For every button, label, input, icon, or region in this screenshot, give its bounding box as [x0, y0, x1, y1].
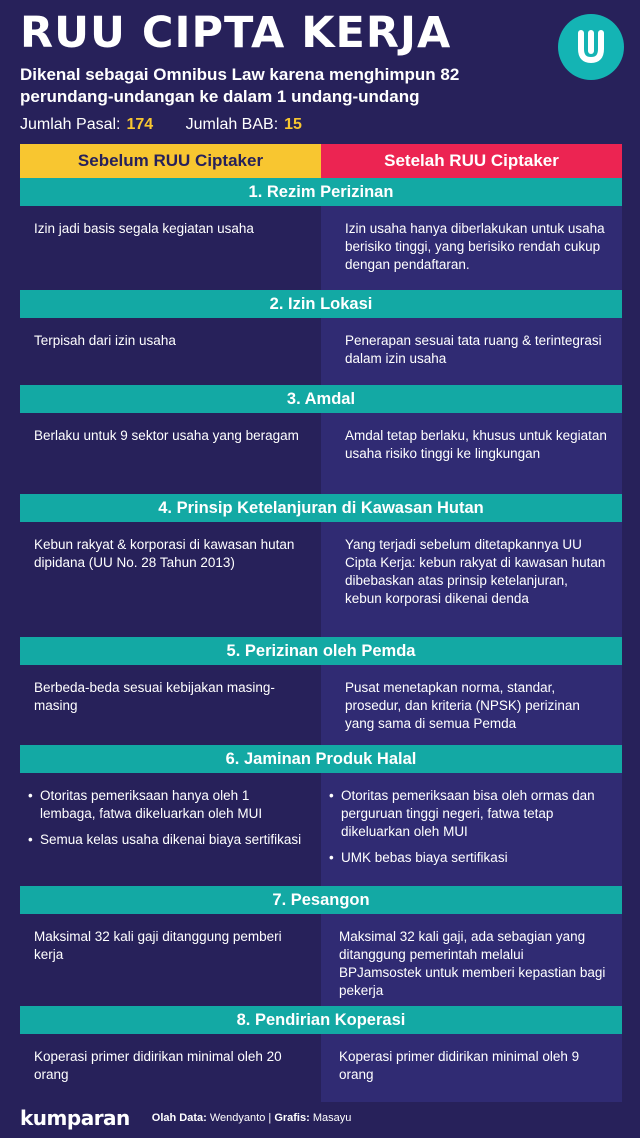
column-before-header: Sebelum RUU Ciptaker	[20, 144, 321, 178]
footer	[20, 1106, 620, 1130]
bullet-icon: •	[329, 788, 334, 803]
list-item	[329, 787, 608, 841]
after-text: Pusat menetapkan norma, standar, prosedur, dan kriteria (NPSK) perizinan yang sama di semua Pemda	[321, 665, 622, 745]
before-text: Terpisah dari izin usaha	[20, 318, 321, 385]
after-text: Amdal tetap berlaku, khusus untuk kegiatan usaha risiko tinggi ke lingkungan	[321, 413, 622, 494]
list-item	[28, 787, 307, 823]
before-text: Kebun rakyat & korporasi di kawasan hutan dipidana (UU No. 28 Tahun 2013)	[20, 522, 321, 637]
before-item-text: Semua kelas usaha dikenai biaya sertifikasi	[40, 832, 302, 847]
u-letter-icon	[571, 27, 611, 67]
bullet-icon: •	[28, 788, 33, 803]
before-text: Maksimal 32 kali gaji ditanggung pemberi kerja	[20, 914, 321, 1006]
section-row	[20, 206, 622, 290]
before-text: Izin jadi basis segala kegiatan usaha	[20, 206, 321, 290]
table-header	[20, 144, 622, 178]
after-text: Koperasi primer didirikan minimal oleh 9 orang	[321, 1034, 622, 1102]
section-title: 5. Perizinan oleh Pemda	[20, 637, 622, 665]
after-item-text: UMK bebas biaya sertifikasi	[341, 850, 508, 865]
credits	[152, 1112, 352, 1124]
page-title: RUU CIPTA KERJA	[20, 8, 452, 58]
after-item-text: Otoritas pemeriksaan bisa oleh ormas dan perguruan tinggi negeri, fatwa tetap dikeluarkan oleh MUI	[341, 788, 595, 839]
list-item	[28, 831, 307, 849]
section-row	[20, 522, 622, 637]
section-title: 1. Rezim Perizinan	[20, 178, 622, 206]
before-text: Berbeda-beda sesuai kebijakan masing-masing	[20, 665, 321, 745]
section-title: 3. Amdal	[20, 385, 622, 413]
section-row	[20, 318, 622, 385]
data-label: Olah Data:	[151, 1112, 207, 1124]
brand-logo: kumparan	[20, 1106, 130, 1130]
pasal-value: 174	[126, 116, 154, 133]
after-list	[321, 773, 622, 886]
graphic-value: Masayu	[312, 1112, 352, 1124]
section-row	[20, 413, 622, 494]
after-text: Izin usaha hanya diberlakukan untuk usaha berisiko tinggi, yang berisiko rendah cukup dengan pendaftaran.	[321, 206, 622, 290]
after-text: Maksimal 32 kali gaji, ada sebagian yang ditanggung pemerintah melalui BPJamsostek untuk memberi kepastian bagi pekerja	[321, 914, 622, 1006]
section-title: 6. Jaminan Produk Halal	[20, 745, 622, 773]
pasal-label: Jumlah Pasal:	[20, 116, 121, 133]
section-title: 2. Izin Lokasi	[20, 290, 622, 318]
graphic-label: Grafis:	[274, 1112, 310, 1124]
bab-label: Jumlah BAB:	[185, 116, 279, 133]
bullet-icon: •	[28, 832, 33, 847]
before-list	[20, 773, 321, 886]
kumparan-logo-icon	[558, 14, 624, 80]
section-row	[20, 914, 622, 1006]
comparison-table	[20, 144, 622, 1102]
column-after-header: Setelah RUU Ciptaker	[321, 144, 622, 178]
bab-value: 15	[284, 116, 302, 133]
list-item	[329, 849, 608, 867]
section-title: 4. Prinsip Ketelanjuran di Kawasan Hutan	[20, 494, 622, 522]
before-text: Berlaku untuk 9 sektor usaha yang beragam	[20, 413, 321, 494]
separator: |	[268, 1112, 272, 1124]
section-row	[20, 665, 622, 745]
before-item-text: Otoritas pemeriksaan hanya oleh 1 lembaga, fatwa dikeluarkan oleh MUI	[40, 788, 263, 821]
before-text: Koperasi primer didirikan minimal oleh 20 orang	[20, 1034, 321, 1102]
bullet-icon: •	[329, 850, 334, 865]
section-row	[20, 773, 622, 886]
section-title: 8. Pendirian Koperasi	[20, 1006, 622, 1034]
section-row	[20, 1034, 622, 1102]
after-text: Yang terjadi sebelum ditetapkannya UU Cipta Kerja: kebun rakyat di kawasan hutan dibebaskan atas prinsip ketelanjuran, kebun korporasi dikenai denda	[321, 522, 622, 637]
section-title: 7. Pesangon	[20, 886, 622, 914]
after-text: Penerapan sesuai tata ruang & terintegrasi dalam izin usaha	[321, 318, 622, 385]
stats-row	[20, 116, 302, 134]
data-value: Wendyanto	[209, 1112, 266, 1124]
page-subtitle: Dikenal sebagai Omnibus Law karena menghimpun 82 perundang-undangan ke dalam 1 undang-undang	[20, 65, 460, 106]
